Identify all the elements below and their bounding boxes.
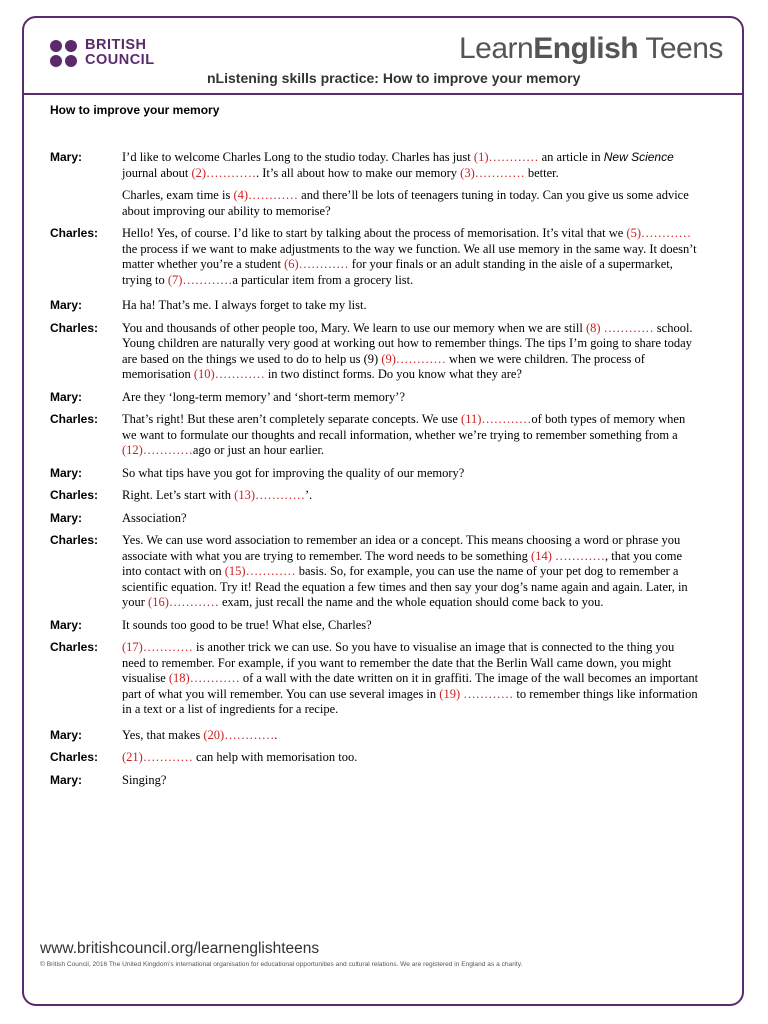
text-segment: basis. So, for example, you can use the name of your pet dog to remember a scientific equation. Try it! Read the equation a few times and then say your dog’s name again and again. Later, in your [122, 564, 688, 609]
turn-text [122, 618, 700, 634]
british-council-logo [50, 38, 155, 68]
speaker-name: Charles: [50, 750, 99, 764]
text-segment: Association? [122, 510, 187, 525]
text-segment: a particular item from a grocery list. [232, 272, 414, 287]
footer-url[interactable]: www.britishcouncil.org/learnenglishteens [40, 940, 320, 957]
gap-blank: (7)………… [167, 272, 233, 287]
text-segment: That’s right! But these aren’t completely separate concepts. We use [122, 412, 462, 426]
speaker-name: Mary: [50, 298, 83, 312]
speaker-name: Mary: [50, 617, 83, 632]
turn-text [122, 750, 700, 766]
text-segment: Right. Let’s start with [122, 488, 235, 502]
dialogue-turn [50, 390, 700, 406]
gap-blank: (15)………… [224, 564, 296, 578]
brand-line-2: COUNCIL [85, 52, 155, 68]
text-segment: . [274, 727, 278, 742]
dialogue-turn [50, 150, 700, 219]
footer-copyright: © British Council, 2016 The United Kingdom’s international organisation for educational opportunities and cultural relations. We are registered in England as a charity. [40, 961, 523, 968]
turn-text [122, 773, 700, 789]
gap-blank: (11)………… [461, 412, 532, 426]
dialogue-turn [50, 511, 700, 527]
dialogue-turn [50, 533, 700, 611]
text-segment: better. [524, 165, 559, 180]
text-segment: of both types of memory when we want to formulate our thoughts and recall information, whether we’re trying to remember something from a [122, 412, 686, 442]
text-segment: So what tips have you got for improving the quality of our memory? [122, 465, 465, 480]
page-subtitle: nListening skills practice: How to improve your memory [207, 70, 581, 86]
text-segment: Yes, that makes [122, 727, 204, 742]
dialogue-turn [50, 466, 700, 482]
speaker-name: Charles: [50, 640, 99, 654]
speaker-name: Charles: [50, 226, 99, 240]
speaker-name: Charles: [50, 488, 99, 502]
dialogue-turn [50, 488, 700, 504]
text-segment: Are they ‘long-term memory’ and ‘short-term memory’? [122, 389, 406, 404]
turn-text [122, 390, 700, 406]
dialogue-paragraph [122, 466, 700, 482]
text-segment: ago or just an hour earlier. [192, 443, 325, 457]
gap-blank: (12)………… [122, 443, 193, 457]
text-segment: ’. [304, 488, 313, 502]
gap-blank: (17)………… [122, 640, 193, 654]
gap-blank: (2)………… [191, 165, 257, 180]
turn-text [122, 226, 700, 288]
logo-teens: Teens [638, 32, 723, 65]
dialogue-paragraph [122, 412, 700, 459]
gap-blank: (20)………… [203, 727, 275, 742]
turn-text [122, 150, 700, 219]
gap-blank: (5)………… [626, 226, 691, 240]
turn-text [122, 298, 700, 314]
dialogue-paragraph [122, 390, 700, 406]
gap-blank: (21)………… [122, 750, 193, 764]
text-segment: to remember things like information in a text or a list of ingredients for a recipe. [122, 686, 698, 716]
text-segment: Singing? [122, 772, 167, 787]
text-segment: in two distinct forms. Do you know what they are? [264, 367, 522, 381]
text-segment: is another trick we can use. So you have to visualise an image that is connected to the thing you need to remember. For example, if you want to remember the date that the Berlin Wall came down, you might visualise [122, 640, 675, 685]
dialogue-paragraph [122, 226, 700, 288]
header-divider [24, 93, 744, 95]
text-segment: Hello! Yes, of course. I’d like to start by talking about the process of memorisation. It’s vital that we [122, 226, 627, 240]
turn-text [122, 488, 700, 504]
text-segment: the process if we want to make adjustments to the way we function. We all use memory in the same way. It doesn’t matter whether you’re a student [122, 241, 697, 271]
document-title: How to improve your memory [50, 103, 220, 117]
text-segment: for your finals or an adult standing in the aisle of a supermarket, trying to [122, 257, 673, 287]
gap-blank: (9)………… [381, 351, 446, 366]
dialogue-turn [50, 728, 700, 744]
text-segment: when we were children. The process of memorisation [122, 351, 645, 381]
dialogue-paragraph [122, 728, 700, 744]
gap-blank: (8) ………… [585, 320, 654, 335]
dialogue-turn [50, 412, 700, 459]
turn-text [122, 728, 700, 744]
gap-blank: (6)………… [284, 257, 349, 271]
gap-blank: (19) ………… [439, 686, 514, 701]
text-segment: Charles, exam time is [122, 188, 234, 202]
gap-blank: (3)………… [460, 165, 525, 180]
gap-blank: (14) ………… [531, 548, 605, 563]
text-segment: of a wall with the date written on it in graffiti. The image of the wall becomes an important part of what you will remember. You can use several images in [122, 671, 699, 701]
dialogue-turn [50, 750, 700, 766]
transcript [50, 150, 700, 795]
text-segment: and there’ll be lots of teenagers tuning in today. Can you give us some advice about improving our ability to memorise? [122, 188, 689, 218]
dialogue-paragraph [122, 298, 700, 314]
text-segment: I’d like to welcome Charles Long to the studio today. Charles has just [122, 150, 474, 164]
text-segment: . It’s all about how to make our memory [256, 165, 461, 180]
turn-text [122, 412, 700, 459]
speaker-name: Mary: [50, 727, 83, 742]
text-segment: Yes. We can use word association to remember an idea or a concept. This means choosing a word or phrase you associate with what you are trying to remember. The word needs to be something [122, 533, 681, 563]
logo-english: English [533, 32, 639, 65]
text-segment: school. Young children are naturally very good at working out how to remember things. The tips I’m going to share today are based on the things we used to do to help us (9) [122, 320, 693, 366]
dialogue-paragraph [122, 188, 700, 219]
turn-text [122, 466, 700, 482]
speaker-name: Mary: [50, 465, 83, 480]
dialogue-turn [50, 298, 700, 314]
speaker-name: Charles: [50, 320, 99, 335]
text-segment: journal about [122, 165, 192, 180]
dialogue-turn [50, 618, 700, 634]
text-segment: Ha ha! That’s me. I always forget to take my list. [122, 298, 367, 312]
text-segment: an article in [538, 150, 604, 164]
speaker-name: Mary: [50, 510, 83, 525]
speaker-name: Mary: [50, 150, 83, 164]
dialogue-paragraph [122, 773, 700, 789]
brand-line-1: BRITISH [85, 37, 147, 53]
dialogue-turn [50, 773, 700, 789]
dialogue-paragraph [122, 150, 700, 181]
dialogue-turn [50, 321, 700, 383]
text-segment: can help with memorisation too. [192, 750, 358, 764]
gap-blank: (4)………… [233, 188, 299, 202]
speaker-name: Charles: [50, 533, 99, 547]
dialogue-paragraph [122, 321, 700, 383]
dialogue-paragraph [122, 618, 700, 634]
text-segment: You and thousands of other people too, Mary. We learn to use our memory when we are still [122, 320, 586, 335]
turn-text [122, 511, 700, 527]
text-segment: exam, just recall the name and the whole equation should come back to you. [218, 595, 604, 609]
journal-name: New Science [603, 150, 674, 164]
speaker-name: Mary: [50, 772, 83, 787]
dialogue-turn [50, 226, 700, 288]
text-segment: , that you come into contact with on [122, 548, 683, 578]
dialogue-paragraph [122, 533, 700, 611]
gap-blank: (13)………… [234, 488, 305, 502]
dialogue-paragraph [122, 488, 700, 504]
gap-blank: (10)………… [193, 367, 265, 381]
gap-blank: (18)………… [168, 671, 240, 685]
dialogue-turn [50, 640, 700, 718]
logo-learn: Learn [459, 32, 534, 65]
speaker-name: Mary: [50, 389, 83, 404]
dialogue-paragraph [122, 640, 700, 718]
gap-blank: (16)………… [148, 595, 219, 609]
dialogue-paragraph [122, 750, 700, 766]
turn-text [122, 321, 700, 383]
text-segment: It sounds too good to be true! What else, Charles? [122, 617, 372, 632]
gap-blank: (1)………… [473, 150, 539, 164]
turn-text [122, 640, 700, 718]
dialogue-paragraph [122, 511, 700, 527]
learnenglish-teens-logo [459, 32, 723, 66]
british-council-dots-icon [50, 40, 77, 67]
turn-text [122, 533, 700, 611]
speaker-name: Charles: [50, 412, 99, 426]
